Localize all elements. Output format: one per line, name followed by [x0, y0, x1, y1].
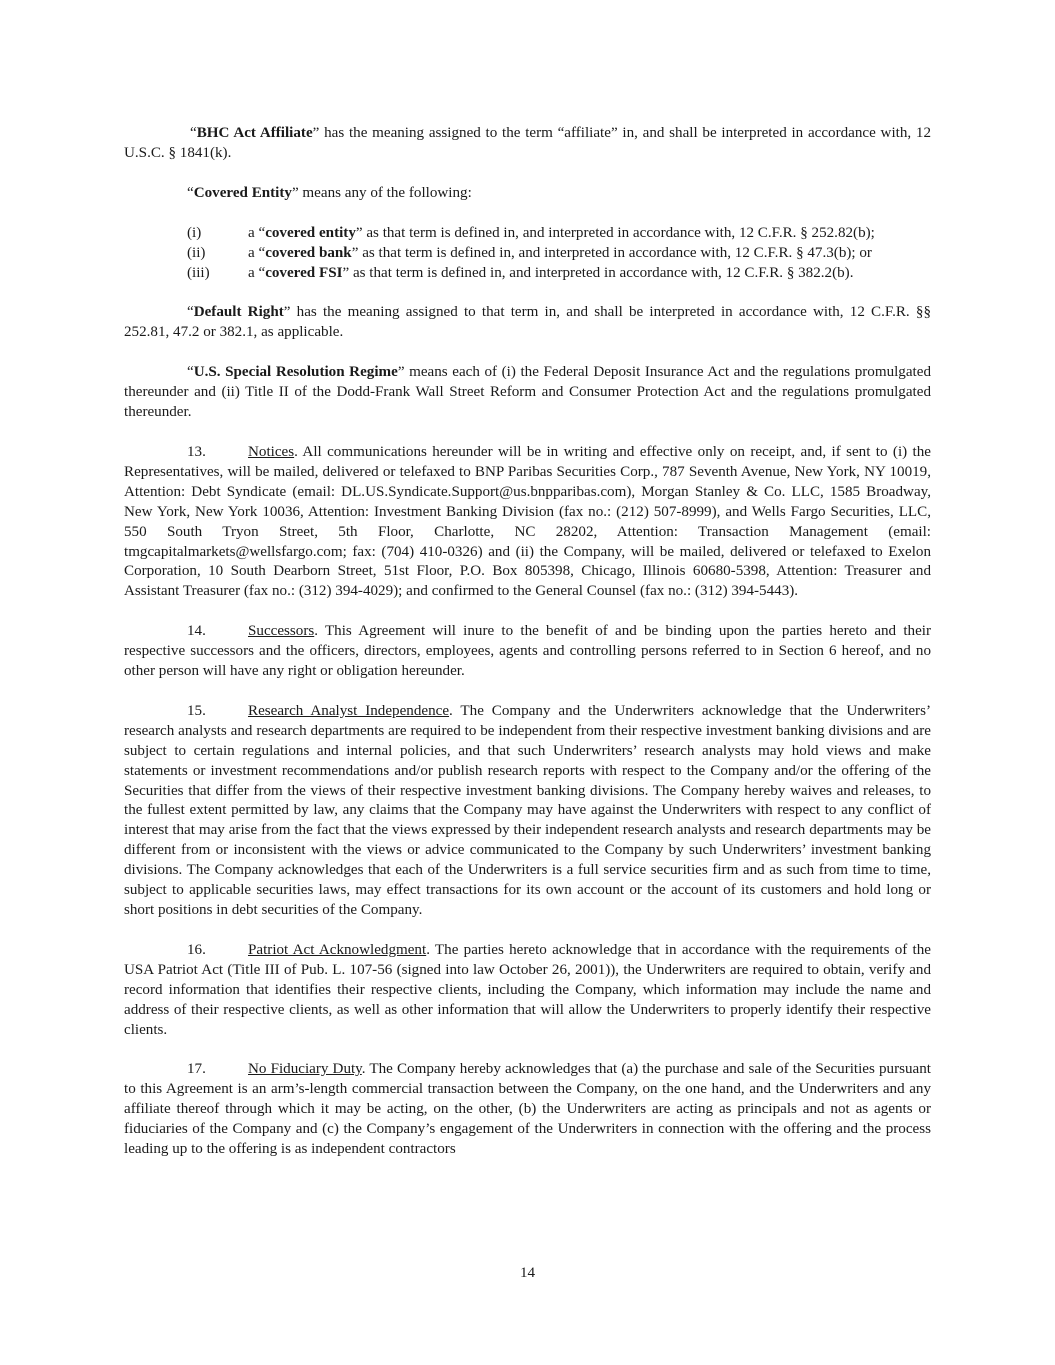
- definition-covered-entity: “Covered Entity” means any of the following:: [187, 184, 472, 201]
- list-item-number: (i): [187, 224, 202, 241]
- section-title: No Fiduciary Duty: [248, 1061, 362, 1078]
- list-item-prefix: a “: [248, 244, 266, 261]
- section-number: 14.: [187, 623, 206, 640]
- definition-bhc-act-affiliate: “BHC Act Affiliate” has the meaning assigned to the term “affiliate” in, and shall be interpreted in accordance with, 12 U.S.C. § 1841(k).: [124, 125, 931, 161]
- section-title: Research Analyst Independence: [248, 702, 450, 719]
- section-number: 17.: [187, 1061, 206, 1078]
- defined-term: Default Right: [193, 304, 284, 321]
- section-title: Notices: [248, 443, 295, 460]
- definition-text: has the meaning assigned to that term in, and shall be interpreted in accordance with, 12 C.F.R. §§ 252.81, 47.2 or 382.1, as applicable.: [124, 304, 931, 341]
- list-item-prefix: a “: [248, 224, 266, 241]
- definition-text: has the meaning assigned to the term “affiliate” in, and shall be interpreted in accordance with, 12 U.S.C. § 1841(k).: [124, 125, 931, 161]
- section-13-notices: [124, 443, 931, 602]
- defined-term: covered bank: [265, 244, 352, 261]
- defined-term: U.S. Special Resolution Regime: [193, 364, 398, 381]
- list-item-text: ” as that term is defined in, and interpreted in accordance with, 12 C.F.R. § 252.82(b);: [355, 224, 875, 241]
- section-title: Successors: [248, 623, 315, 640]
- list-item-text: ” as that term is defined in, and interpreted in accordance with, 12 C.F.R. § 47.3(b); or: [351, 244, 872, 261]
- section-number: 15.: [187, 702, 206, 719]
- definition-text: means any of the following:: [298, 184, 472, 201]
- section-text: . All communications hereunder will be in writing and effective only on receipt, and, if sent to (i) the Representatives, will be mailed, delivered or telefaxed to BNP Paribas Securities Corp., 787 Seventh Avenue, New York, NY 10019, Attention: Debt Syndicate (email: DL.US.Syndicate.Support@us.bnpparibas.com), Morgan Stanley & Co. LLC, 1585 Broadway, New York, New York 10036, Attention: Investment Banking Division (fax no.: (212) 507-8999), and Wells Fargo Securities, LLC, 550 South Tryon Street, 5th Floor, Charlotte, NC 28202, Attention: Transaction Management (email: tmgcapitalmarkets@wellsfargo.com; fax: (704) 410-0326) and (ii) the Company, will be mailed, delivered or telefaxed to Exelon Corporation, 10 South Dearborn Street, 51st Floor, P.O. Box 805398, Chicago, Illinois 60680-5398, Attention: Treasurer and Assistant Treasurer (fax no.: (312) 394-4029); and confirmed to the General Counsel (fax no.: (312) 394-5443).: [124, 443, 931, 600]
- list-item-text: ” as that term is defined in, and interpreted in accordance with, 12 C.F.R. § 382.2(b).: [342, 264, 854, 281]
- definition-default-right: “Default Right” has the meaning assigned to that term in, and shall be interpreted in accordance with, 12 C.F.R. §§ 252.81, 47.2 or 382.1, as applicable.: [124, 304, 931, 341]
- list-item: [124, 264, 931, 284]
- definition-text: means each of (i) the Federal Deposit Insurance Act and the regulations promulgated thereunder and (ii) Title II of the Dodd-Frank Wall Street Reform and Consumer Protection Act and the regulations promulgated thereunder.: [124, 364, 931, 421]
- section-17-no-fiduciary-duty: [124, 1060, 931, 1160]
- defined-term: covered entity: [265, 224, 356, 241]
- defined-term: BHC Act Affiliate: [196, 125, 313, 141]
- definition-us-special-resolution-regime: “U.S. Special Resolution Regime” means each of (i) the Federal Deposit Insurance Act and the regulations promulgated thereunder and (ii) Title II of the Dodd-Frank Wall Street Reform and Consumer Protection Act and the regulations promulgated thereunder.: [124, 364, 931, 421]
- section-16-patriot-act-acknowledgment: [124, 941, 931, 1041]
- page-number: 14: [519, 1265, 536, 1281]
- section-text: . The Company and the Underwriters acknowledge that the Underwriters’ research analysts and research departments are required to be independent from their respective investment banking divisions and are subject to certain regulations and internal policies, and that such Underwriters’ research analysts may hold views and make statements or investment recommendations and/or publish research reports with respect to the Company and/or the offering of the Securities that differ from the views of their respective investment banking divisions. The Company hereby waives and releases, to the fullest extent permitted by law, any claims that the Company may have against the Underwriters with respect to any conflict of interest that may arise from the fact that the views expressed by their independent research analysts and research departments may be different from or inconsistent with the views or advice communicated to the Company by such Underwriters’ investment banking divisions. The Company acknowledges that each of the Underwriters is a full service securities firm and as such from time to time, subject to applicable securities laws, may effect transactions for its own account or the account of its customers and hold long or short positions in debt securities of the Company.: [124, 702, 931, 918]
- section-text: . The parties hereto acknowledge that in accordance with the requirements of the USA Patriot Act (Title III of Pub. L. 107-56 (signed into law October 26, 2001)), the Underwriters are required to obtain, verify and record information that identifies their respective clients, including the Company, which information may include the name and address of their respective clients, as well as other information that will allow the Underwriters to properly identify their respective clients.: [124, 941, 932, 1038]
- section-15-research-analyst-independence: [124, 702, 931, 921]
- covered-entity-list: [124, 224, 931, 284]
- defined-term: Covered Entity: [193, 184, 292, 201]
- section-text: . This Agreement will inure to the benefit of and be binding upon the parties hereto and their respective successors and the officers, directors, employees, agents and controlling persons referred to in Section 6 hereof, and no other person will have any right or obligation hereunder.: [124, 623, 931, 680]
- section-number: 16.: [187, 941, 206, 958]
- section-text: . The Company hereby acknowledges that (a) the purchase and sale of the Securities pursuant to this Agreement is an arm’s-length commercial transaction between the Company, on the one hand, and the Underwriters and any affiliate thereof through which it may be acting, on the other, (b) the Underwriters are acting as principals and not as agents or fiduciaries of the Company and (c) the Company’s engagement of the Underwriters in connection with the offering and the process leading up to the offering is as independent contractors: [124, 1061, 931, 1158]
- list-item: [124, 244, 931, 264]
- section-14-successors: [124, 622, 931, 682]
- section-title: Patriot Act Acknowledgment: [248, 941, 427, 958]
- list-item-number: (ii): [187, 244, 206, 261]
- defined-term: covered FSI: [265, 264, 343, 281]
- list-item-prefix: a “: [248, 264, 266, 281]
- document-page: [124, 124, 931, 1180]
- list-item: [124, 224, 931, 244]
- list-item-number: (iii): [187, 264, 210, 281]
- section-number: 13.: [187, 443, 206, 460]
